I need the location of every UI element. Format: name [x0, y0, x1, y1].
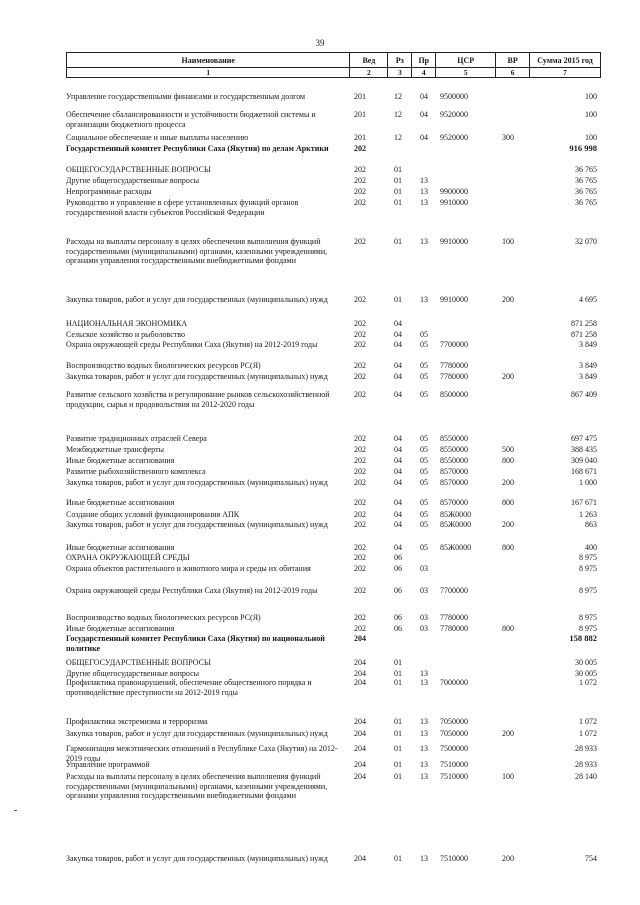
- cell-rz: 01: [394, 760, 402, 769]
- cell-sum: 867 409: [571, 390, 597, 399]
- cell-rz: 04: [394, 372, 402, 381]
- cell-csr: 9520000: [440, 133, 468, 142]
- cell-sum: 36 765: [575, 165, 597, 174]
- cell-csr: 85Ж0000: [440, 520, 472, 529]
- cell-csr: 7700000: [440, 340, 468, 349]
- cell-pr: 05: [420, 467, 428, 476]
- cell-pr: 05: [420, 434, 428, 443]
- cell-name: Расходы на выплаты персоналу в целях обеспечения выполнения функций государственными (муниципальными) органами, казенными учреждениями, органами управления государственными внебюджетными фондами: [66, 772, 328, 801]
- cell-rz: 12: [394, 133, 402, 142]
- cell-sum: 100: [585, 92, 597, 101]
- cell-ved: 202: [354, 586, 366, 595]
- cell-sum: 28 933: [575, 744, 597, 753]
- cell-ved: 202: [354, 520, 366, 529]
- cell-sum: 168 671: [571, 467, 597, 476]
- cell-name: Развитие сельского хозяйства и регулирование рынков сельскохозяйственной продукции, сырья и продовольствия на 2012-2020 годы: [66, 390, 330, 409]
- cell-sum: 400: [585, 543, 597, 552]
- cell-name: Создание общих условий функционирования АПК: [66, 510, 240, 519]
- cell-vr: 200: [502, 295, 514, 304]
- cell-ved: 202: [354, 498, 366, 507]
- cell-pr: 03: [420, 586, 428, 595]
- cell-sum: 754: [585, 854, 597, 863]
- cell-pr: 05: [420, 520, 428, 529]
- cell-name: Управление программой: [66, 760, 150, 769]
- cell-csr: 7000000: [440, 678, 468, 687]
- cell-rz: 01: [394, 744, 402, 753]
- cell-pr: 04: [420, 110, 428, 119]
- cell-sum: 871 258: [571, 319, 597, 328]
- cell-sum: 388 435: [571, 445, 597, 454]
- cell-csr: 8550000: [440, 445, 468, 454]
- cell-pr: 05: [420, 340, 428, 349]
- column-header-pr: Пр: [412, 53, 436, 68]
- cell-name: Развитие рыбохозяйственного комплекса: [66, 467, 206, 476]
- cell-csr: 8570000: [440, 478, 468, 487]
- cell-sum: 36 765: [575, 198, 597, 207]
- cell-name: Обеспечение сбалансированности и устойчивости бюджетной системы и организации бюджетного процесса: [66, 110, 316, 129]
- cell-pr: 13: [420, 678, 428, 687]
- column-header-rz: Рз: [388, 53, 412, 68]
- cell-name: Межбюджетные трансферты: [66, 445, 164, 454]
- cell-name: ОБЩЕГОСУДАРСТВЕННЫЕ ВОПРОСЫ: [66, 165, 211, 174]
- cell-rz: 06: [394, 553, 402, 562]
- cell-pr: 13: [420, 760, 428, 769]
- cell-vr: 200: [502, 372, 514, 381]
- cell-name: Охрана окружающей среды Республики Саха (Якутия) на 2012-2019 годы: [66, 586, 318, 595]
- cell-name: Профилактика правонарушений, обеспечение общественного порядка и противодействие преступности на 2012-2019 годы: [66, 678, 312, 697]
- cell-vr: 800: [502, 624, 514, 633]
- cell-ved: 202: [354, 165, 366, 174]
- cell-sum: 1 072: [579, 729, 597, 738]
- cell-sum: 8 975: [579, 553, 597, 562]
- cell-name: Непрограммные расходы: [66, 187, 152, 196]
- cell-ved: 204: [354, 772, 366, 781]
- cell-ved: 202: [354, 624, 366, 633]
- cell-vr: 200: [502, 478, 514, 487]
- cell-name: Социальное обеспечение и иные выплаты населению: [66, 133, 249, 142]
- cell-ved: 202: [354, 198, 366, 207]
- cell-sum: 863: [585, 520, 597, 529]
- cell-name: Другие общегосударственные вопросы: [66, 669, 200, 678]
- cell-csr: 9520000: [440, 110, 468, 119]
- cell-rz: 01: [394, 678, 402, 687]
- cell-rz: 06: [394, 624, 402, 633]
- cell-pr: 05: [420, 498, 428, 507]
- cell-pr: 05: [420, 361, 428, 370]
- cell-name: Закупка товаров, работ и услуг для государственных (муниципальных) нужд: [66, 729, 328, 738]
- cell-rz: 01: [394, 237, 402, 246]
- cell-sum: 36 765: [575, 176, 597, 185]
- cell-rz: 04: [394, 390, 402, 399]
- cell-name: Закупка товаров, работ и услуг для государственных (муниципальных) нужд: [66, 854, 328, 863]
- cell-sum: 100: [585, 110, 597, 119]
- cell-ved: 202: [354, 510, 366, 519]
- cell-pr: 04: [420, 133, 428, 142]
- cell-rz: 01: [394, 176, 402, 185]
- cell-ved: 202: [354, 564, 366, 573]
- cell-rz: 04: [394, 445, 402, 454]
- cell-name: Воспроизводство водных биологических ресурсов РС(Я): [66, 361, 261, 370]
- cell-csr: 8570000: [440, 467, 468, 476]
- cell-name: Закупка товаров, работ и услуг для государственных (муниципальных) нужд: [66, 478, 328, 487]
- cell-pr: 05: [420, 478, 428, 487]
- cell-csr: 7780000: [440, 613, 468, 622]
- cell-pr: 05: [420, 445, 428, 454]
- page-number: 39: [315, 38, 325, 48]
- cell-pr: 13: [420, 669, 428, 678]
- cell-ved: 202: [354, 434, 366, 443]
- cell-ved: 201: [354, 133, 366, 142]
- cell-name: Профилактика экстремизма и терроризма: [66, 717, 208, 726]
- cell-rz: 12: [394, 92, 402, 101]
- cell-name: Иные бюджетные ассигнования: [66, 624, 175, 633]
- column-header-csr: ЦСР: [436, 53, 496, 68]
- cell-pr: 13: [420, 717, 428, 726]
- column-number: 6: [496, 68, 530, 78]
- cell-csr: 7700000: [440, 586, 468, 595]
- cell-csr: 8550000: [440, 434, 468, 443]
- cell-ved: 202: [354, 445, 366, 454]
- cell-sum: 100: [585, 133, 597, 142]
- cell-pr: 13: [420, 854, 428, 863]
- cell-rz: 01: [394, 187, 402, 196]
- cell-ved: 202: [354, 319, 366, 328]
- cell-sum: 158 882: [569, 633, 597, 643]
- cell-vr: 100: [502, 772, 514, 781]
- cell-name: Охрана окружающей среды Республики Саха (Якутия) на 2012-2019 годы: [66, 340, 318, 349]
- cell-csr: 9500000: [440, 92, 468, 101]
- cell-sum: 3 849: [579, 361, 597, 370]
- cell-sum: 30 005: [575, 669, 597, 678]
- cell-pr: 05: [420, 543, 428, 552]
- cell-pr: 03: [420, 564, 428, 573]
- cell-name: Сельское хозяйство и рыболовство: [66, 330, 186, 339]
- cell-rz: 04: [394, 467, 402, 476]
- cell-ved: 202: [354, 176, 366, 185]
- cell-rz: 01: [394, 669, 402, 678]
- cell-ved: 202: [354, 187, 366, 196]
- cell-rz: 04: [394, 456, 402, 465]
- cell-name: Закупка товаров, работ и услуг для государственных (муниципальных) нужд: [66, 520, 328, 529]
- cell-csr: 7510000: [440, 854, 468, 863]
- cell-vr: 200: [502, 854, 514, 863]
- cell-pr: 03: [420, 613, 428, 622]
- cell-pr: 05: [420, 510, 428, 519]
- cell-rz: 04: [394, 319, 402, 328]
- cell-rz: 01: [394, 198, 402, 207]
- cell-ved: 202: [354, 613, 366, 622]
- cell-ved: 202: [354, 340, 366, 349]
- cell-name: Гармонизация межэтнических отношений в Республике Саха (Якутия) на 2012-2019 годы: [66, 744, 338, 763]
- cell-ved: 202: [354, 543, 366, 552]
- cell-sum: 28 933: [575, 760, 597, 769]
- cell-rz: 01: [394, 772, 402, 781]
- cell-sum: 916 998: [569, 143, 597, 153]
- cell-sum: 1 072: [579, 678, 597, 687]
- cell-rz: 01: [394, 658, 402, 667]
- cell-pr: 03: [420, 624, 428, 633]
- cell-vr: 800: [502, 498, 514, 507]
- cell-rz: 06: [394, 613, 402, 622]
- cell-pr: 13: [420, 744, 428, 753]
- cell-ved: 202: [354, 295, 366, 304]
- cell-csr: 9910000: [440, 237, 468, 246]
- cell-csr: 7510000: [440, 760, 468, 769]
- cell-csr: 7780000: [440, 624, 468, 633]
- cell-sum: 167 671: [571, 498, 597, 507]
- cell-sum: 697 475: [571, 434, 597, 443]
- cell-pr: 13: [420, 198, 428, 207]
- column-number: 4: [412, 68, 436, 78]
- cell-ved: 204: [354, 744, 366, 753]
- column-number: 5: [436, 68, 496, 78]
- cell-name: Закупка товаров, работ и услуг для государственных (муниципальных) нужд: [66, 372, 328, 381]
- cell-ved: 202: [354, 330, 366, 339]
- cell-rz: 04: [394, 520, 402, 529]
- cell-rz: 01: [394, 165, 402, 174]
- cell-rz: 04: [394, 478, 402, 487]
- cell-csr: 8500000: [440, 390, 468, 399]
- cell-pr: 13: [420, 772, 428, 781]
- cell-ved: 204: [354, 760, 366, 769]
- cell-ved: 204: [354, 854, 366, 863]
- cell-rz: 04: [394, 434, 402, 443]
- cell-rz: 04: [394, 361, 402, 370]
- cell-csr: 7050000: [440, 717, 468, 726]
- cell-sum: 3 849: [579, 372, 597, 381]
- cell-sum: 30 005: [575, 658, 597, 667]
- cell-rz: 04: [394, 330, 402, 339]
- cell-ved: 202: [354, 237, 366, 246]
- cell-name: Иные бюджетные ассигнования: [66, 498, 175, 507]
- cell-csr: 9910000: [440, 198, 468, 207]
- cell-sum: 32 070: [575, 237, 597, 246]
- cell-csr: 85Ж0000: [440, 543, 472, 552]
- cell-rz: 12: [394, 110, 402, 119]
- cell-name: Иные бюджетные ассигнования: [66, 456, 175, 465]
- cell-ved: 204: [354, 729, 366, 738]
- cell-sum: 8 975: [579, 586, 597, 595]
- cell-sum: 3 849: [579, 340, 597, 349]
- cell-name: ОХРАНА ОКРУЖАЮЩЕЙ СРЕДЫ: [66, 553, 190, 562]
- cell-pr: 05: [420, 456, 428, 465]
- cell-name: Другие общегосударственные вопросы: [66, 176, 200, 185]
- cell-sum: 8 975: [579, 613, 597, 622]
- cell-name: Управление государственными финансами и государственным долгом: [66, 92, 306, 101]
- cell-sum: 28 140: [575, 772, 597, 781]
- cell-ved: 202: [354, 467, 366, 476]
- cell-vr: 100: [502, 237, 514, 246]
- cell-name: Государственный комитет Республики Саха (Якутия) по делам Арктики: [66, 144, 329, 153]
- cell-name: Руководство и управление в сфере установленных функций органов государственной власти субъектов Российской Федерации: [66, 198, 299, 217]
- cell-sum: 36 765: [575, 187, 597, 196]
- cell-name: ОБЩЕГОСУДАРСТВЕННЫЕ ВОПРОСЫ: [66, 658, 211, 667]
- column-number: 3: [388, 68, 412, 78]
- cell-sum: 8 975: [579, 564, 597, 573]
- cell-ved: 202: [354, 478, 366, 487]
- cell-rz: 06: [394, 564, 402, 573]
- cell-name: НАЦИОНАЛЬНАЯ ЭКОНОМИКА: [66, 319, 188, 328]
- column-number: 2: [350, 68, 388, 78]
- cell-csr: 7510000: [440, 772, 468, 781]
- cell-csr: 9910000: [440, 295, 468, 304]
- cell-pr: 13: [420, 237, 428, 246]
- cell-ved: 202: [354, 372, 366, 381]
- cell-name: Охрана объектов растительного и животного мира и среды их обитания: [66, 564, 311, 573]
- cell-rz: 01: [394, 717, 402, 726]
- cell-name: Государственный комитет Республики Саха (Якутия) по национальной политике: [66, 634, 325, 653]
- cell-sum: 4 695: [579, 295, 597, 304]
- cell-sum: 1 072: [579, 717, 597, 726]
- cell-ved: 202: [354, 553, 366, 562]
- cell-ved: 204: [354, 669, 366, 678]
- column-header-vr: ВР: [496, 53, 530, 68]
- cell-pr: 13: [420, 729, 428, 738]
- cell-pr: 05: [420, 372, 428, 381]
- cell-csr: 7050000: [440, 729, 468, 738]
- cell-vr: 800: [502, 543, 514, 552]
- cell-ved: 201: [354, 110, 366, 119]
- cell-ved: 202: [354, 361, 366, 370]
- column-header-ved: Вед: [350, 53, 388, 68]
- cell-ved: 204: [354, 717, 366, 726]
- cell-pr: 04: [420, 92, 428, 101]
- cell-ved: 201: [354, 92, 366, 101]
- column-number: 1: [67, 68, 350, 78]
- cell-rz: 04: [394, 543, 402, 552]
- cell-csr: 8570000: [440, 498, 468, 507]
- cell-vr: 200: [502, 729, 514, 738]
- cell-pr: 13: [420, 187, 428, 196]
- cell-ved: 204: [354, 658, 366, 667]
- cell-sum: 871 258: [571, 330, 597, 339]
- cell-vr: 300: [502, 133, 514, 142]
- cell-ved: 204: [354, 634, 366, 643]
- cell-csr: 7500000: [440, 744, 468, 753]
- cell-name: Развитие традиционных отраслей Севера: [66, 434, 207, 443]
- cell-ved: 202: [354, 144, 366, 153]
- cell-name: Воспроизводство водных биологических ресурсов РС(Я): [66, 613, 261, 622]
- cell-csr: 9900000: [440, 187, 468, 196]
- cell-ved: 204: [354, 678, 366, 687]
- cell-rz: 04: [394, 510, 402, 519]
- cell-rz: 01: [394, 729, 402, 738]
- cell-ved: 202: [354, 390, 366, 399]
- table-header: [66, 52, 601, 78]
- cell-ved: 202: [354, 456, 366, 465]
- cell-rz: 04: [394, 498, 402, 507]
- cell-sum: 309 040: [571, 456, 597, 465]
- cell-vr: 500: [502, 445, 514, 454]
- cell-rz: 06: [394, 586, 402, 595]
- cell-pr: 05: [420, 330, 428, 339]
- cell-vr: 800: [502, 456, 514, 465]
- cell-pr: 05: [420, 390, 428, 399]
- cell-pr: 13: [420, 295, 428, 304]
- cell-sum: 1 000: [579, 478, 597, 487]
- cell-rz: 01: [394, 854, 402, 863]
- cell-rz: 01: [394, 295, 402, 304]
- cell-csr: 7780000: [440, 361, 468, 370]
- cell-name: Иные бюджетные ассигнования: [66, 543, 175, 552]
- column-header-name: Наименование: [67, 53, 350, 68]
- cell-csr: 85Ж0000: [440, 510, 472, 519]
- cell-name: Закупка товаров, работ и услуг для государственных (муниципальных) нужд: [66, 295, 328, 304]
- cell-pr: 13: [420, 176, 428, 185]
- cell-rz: 04: [394, 340, 402, 349]
- column-header-sum: Сумма 2015 год: [530, 53, 601, 68]
- cell-sum: 1 263: [579, 510, 597, 519]
- column-number: 7: [530, 68, 601, 78]
- cell-sum: 8 975: [579, 624, 597, 633]
- cell-csr: 8550000: [440, 456, 468, 465]
- cell-csr: 7780000: [440, 372, 468, 381]
- cell-name: Расходы на выплаты персоналу в целях обеспечения выполнения функций государственными (муниципальными) органами, казенными учреждениями, органами управления государственными внебюджетными фондами: [66, 237, 328, 266]
- cell-vr: 200: [502, 520, 514, 529]
- scan-mark: [14, 810, 17, 811]
